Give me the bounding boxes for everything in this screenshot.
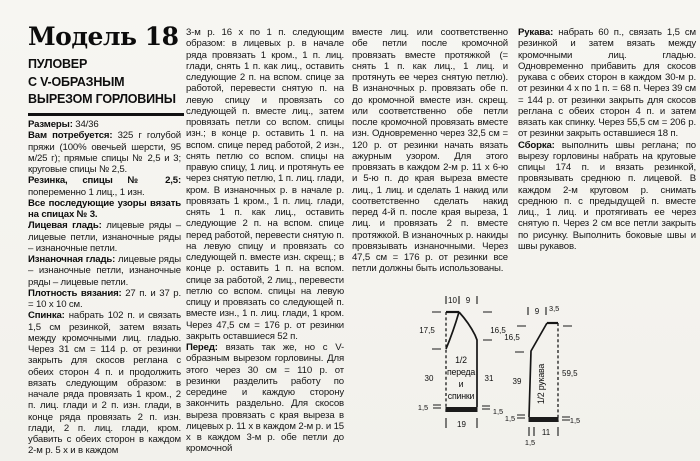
dim-bottom-left: 1,5 (524, 438, 536, 447)
dim-right-bottom: 1,5 (492, 407, 504, 416)
paragraph-lead: Изнаночная гладь: (28, 254, 116, 265)
dim-right-upper: 16,5 (490, 326, 506, 335)
paragraph-text: лицевые ряды – изнаночные петли, изнаночные ряды – лицевые петли. (28, 254, 182, 288)
dim-bottom: 11 (541, 428, 551, 437)
paragraph (28, 198, 181, 221)
paragraph (518, 140, 696, 253)
dim-top-right: 9 (465, 296, 471, 305)
sleeve-schematic-diagram (503, 287, 618, 455)
dim-top-left: 9 (534, 307, 540, 316)
text-column-2 (186, 27, 344, 455)
paragraph (518, 27, 696, 140)
schematic-caption-line: спинки (447, 391, 475, 401)
dim-left-upper: 17,5 (419, 326, 435, 335)
body-schematic-diagram (410, 287, 515, 455)
dim-right-mid: 59,5 (562, 369, 578, 378)
paragraph (28, 220, 181, 254)
rib-band (529, 417, 559, 422)
paragraph (28, 130, 181, 175)
dim-top-right: 3,5 (549, 304, 560, 313)
paragraph-lead: Перед: (186, 342, 218, 353)
paragraph-lead: Резинка, спицы № 2,5: (28, 175, 181, 187)
text-column-1 (28, 119, 181, 457)
pattern-subtitle (28, 56, 184, 109)
paragraph-lead: Все последующие узоры вязать на спицах № 3. (28, 197, 181, 220)
paragraph (186, 342, 344, 455)
dim-left-bottom: 1,5 (504, 414, 516, 423)
paragraph-text: вместе лиц. или соответственно обе петли после кромочной провязать вместе протяжкой (= снять 1 п. как лиц., 1 лиц. и протянуть ее через снятую петлю). В изнаночных р. провязать обе п. до кромочной вместе изн. скрещ. или соответственно обе петли после кромочной провязать вместе изн. Одновременно через 32,5 см = 120 р. от резинки начать вязать ажурным узором. Для этого провязать в каждом 2-м р. 11 х 6-ю и 5-ю п. до края выреза вместе лиц., 1 лиц. и сделать 1 накид или соответственно сделать накид перед 4-й п. после края выреза, 1 лиц. и провязать 2 п. вместе протяжкой. В изнаночных р. накиды провязывать изнаночными. Через 47,5 см = 176 р. от резинки все петли должны быть использованы. (352, 27, 508, 275)
title-block (28, 24, 184, 116)
paragraph-text: 27 п. и 37 р. = 10 х 10 см. (28, 287, 181, 310)
paragraph-text: набрать 60 п., связать 1,5 см резинкой и затем вязать между кромочными лиц. гладью. Одновременно прибавить для скосов рукава с обеих сторон в каждом 30-м р. от резинки 4 х по 1 п. = 68 п. Через 39 см = 144 р. от резинки закрыть для скосов реглана с обеих сторон 4 п. и затем вязать как спинку. Через 55,5 см = 206 р. от резинки закрыть оставшиеся 18 п. (518, 27, 696, 140)
page-title: Модель 18 (28, 22, 179, 51)
dim-bottom: 19 (457, 420, 466, 429)
paragraph-lead: Плотность вязания: (28, 287, 122, 299)
subtitle-line: С V-ОБРАЗНЫМ (28, 74, 125, 89)
paragraph (28, 254, 181, 288)
v-neck-curve (446, 312, 459, 349)
paragraph-lead: Рукава: (518, 27, 554, 38)
paragraph (28, 288, 181, 311)
text-column-4 (518, 27, 696, 252)
schematic-caption-line: и (458, 379, 464, 389)
paragraph-text: 325 г голубой пряжи (100% овечьей шерсти, 95 м/25 г); прямые спицы № 2,5 и 3; круговые спицы № 2,5. (28, 130, 181, 175)
paragraph-text: 3-м р. 16 х по 1 п. следующим образом: в лицевых р. в начале ряда провязать 1 кром., 1 п. лиц. глади, снять 1 п. как лиц., оставить следующие 2 п. на вспом. спице за работой, перевести снятую п. на левую спицу и провязать со следующей п. вместе лиц., затем провязать петли со вспом. спицы изн.; в конце р. оставить 1 п. на вспом. спице перед работой, 2 изн., снять петлю со вспом. спицы на правую спицу, 1 лиц. и протянуть ее через снятую петлю, 1 п. лиц. глади, кром. В изнаночных р. в начале р. провязать 1 кром., 1 п. лиц. глади, снять 1 п. как лиц., оставить следующие 2 п. на вспом. спице перед работой, перевести снятую п. на левую спицу и провязать со следующей п. вместе изн. скрещ.; в конце р. оставить 1 п. на вспом. спице за работой, 2 лиц., перевести петлю со вспом. спицы на левую спицу и провязать со следующей п. вместе изн., 1 п. лиц. глади, 1 кром. Через 47,5 см = 176 р. от резинки закрыть оставшиеся 52 п. (186, 27, 344, 342)
dim-left-mid: 39 (512, 377, 522, 386)
paragraph-lead: Спинка: (28, 310, 65, 322)
schematic-caption-line: переда (446, 367, 476, 377)
dim-left-mid: 30 (424, 374, 434, 383)
dim-left-bottom: 1,5 (417, 403, 429, 412)
schematic-caption: 1/2 рукава (536, 363, 546, 405)
paragraph-lead: Сборка: (518, 139, 555, 151)
paragraph-text: 34/36 (75, 119, 99, 130)
paragraph-lead: Размеры: (28, 119, 73, 130)
text-column-3 (352, 27, 508, 275)
paragraph-text: попеременно 1 лиц., 1 изн. (28, 186, 145, 198)
rib-band (446, 407, 478, 412)
paragraph-lead: Лицевая гладь: (28, 220, 102, 232)
paragraph-text: лицевые ряды – лицевые петли, изнаночные ряды – изнаночные петли. (28, 220, 181, 254)
dim-right-mid: 31 (484, 374, 494, 383)
paragraph-text: набрать 102 п. и связать 1,5 см резинкой, затем вязать между кромочными лиц. гладью. Через 31 см = 114 р. от резинки закрыть для скосов реглана с обеих сторон 4 п. и продолжить вязать следующим образом: в начале ряда провязать 1 кром., 2 п. лиц. глади и 2 п. изн. глади, в конце ряда провязать 2 п. изн. глади, 2 п. лиц. глади, кром. убавить с обеих сторон в каждом 2-м р. 5 х и в каждом (28, 310, 182, 457)
schematic-caption-line: 1/2 (455, 355, 467, 365)
dim-left-upper: 16,5 (504, 333, 520, 342)
paragraph (28, 175, 181, 198)
paragraph-text: вязать так же, но с V-образным вырезом горловины. Для этого через 30 см = 110 р. от резинки разделить работу по середине и каждую сторону закончить раздельно. Для скосов выреза провязать с края выреза в лицевых р. 11 х в каждом 2-м р. и 15 х в каждом 3-м р. обе петли до кромочной (186, 342, 345, 455)
title-rule (28, 113, 184, 117)
dim-top-left: 10 (448, 296, 457, 305)
paragraph-text: выполнить швы реглана; по вырезу горловины набрать на круговые спицы 174 п. и вязать резинкой, провязывать среднюю п. лицевой. В каждом 2-м круговом р. снимать среднюю п. с предыдущей п. вместе лиц., 1 лиц. и протягивать ее через снятую п. Через 2 см все петли закрыть по рисунку. Выполнить боковые швы и швы рукавов. (518, 139, 696, 252)
dim-right-bottom: 1,5 (569, 416, 581, 425)
subtitle-line: ВЫРЕЗОМ ГОРЛОВИНЫ (28, 92, 176, 106)
paragraph (28, 119, 181, 130)
paragraph (352, 27, 508, 275)
paragraph-lead: Вам потребуется: (28, 130, 113, 142)
subtitle-line: ПУЛОВЕР (28, 57, 88, 71)
paragraph (28, 310, 181, 456)
paragraph (186, 27, 344, 342)
measure-ticks (432, 312, 492, 349)
